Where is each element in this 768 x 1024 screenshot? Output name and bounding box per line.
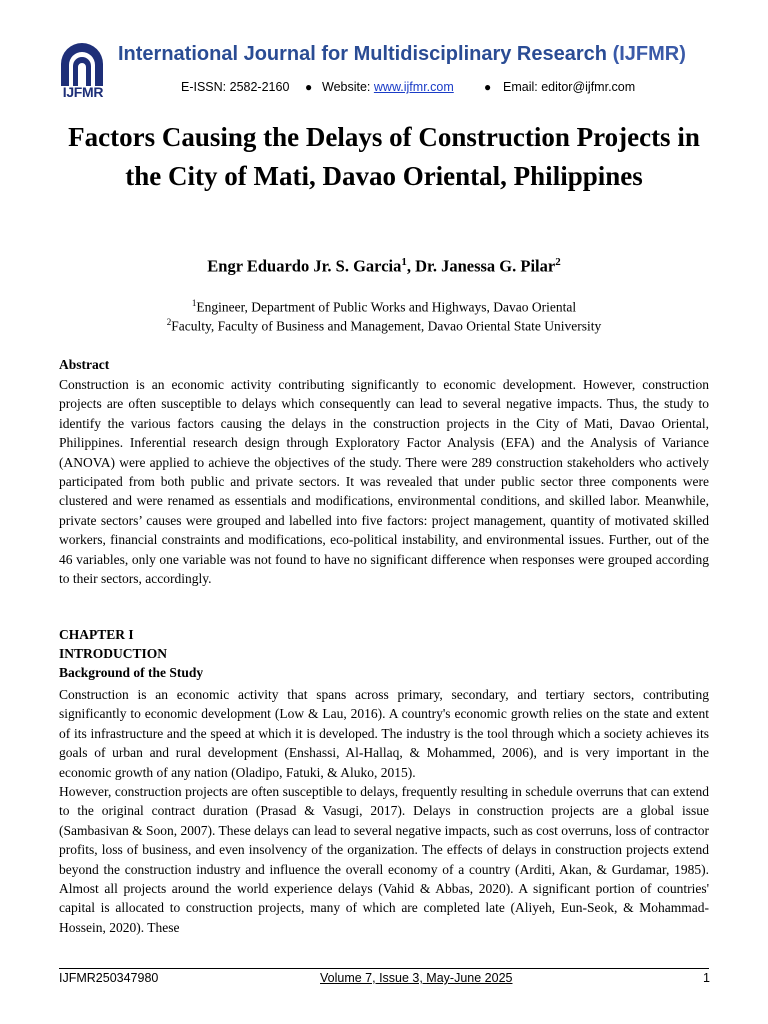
section-subheading: Background of the Study <box>59 665 204 680</box>
abstract-heading: Abstract <box>59 357 110 372</box>
footer-paper-id: IJFMR250347980 <box>59 971 159 985</box>
author-2: Dr. Janessa G. Pilar <box>415 256 556 276</box>
bullet-separator: ● <box>484 80 492 94</box>
footer-divider <box>59 968 709 969</box>
website-label: Website: <box>322 80 371 94</box>
affiliation-1 <box>60 298 708 316</box>
paper-title: Factors Causing the Delays of Construction Projects in the City of Mati, Davao Oriental, Philippines <box>68 122 700 191</box>
journal-abbr: (IJFMR) <box>612 43 686 65</box>
author-1-sup: 1 <box>401 256 407 268</box>
website <box>322 80 454 94</box>
journal-header <box>0 0 768 108</box>
affiliation-2 <box>60 317 708 335</box>
journal-title <box>118 43 686 66</box>
journal-name: International Journal for Multidisciplinary Research <box>118 43 607 65</box>
footer-page-number: 1 <box>703 971 710 985</box>
email: Email: editor@ijfmr.com <box>503 80 636 94</box>
author-1: Engr Eduardo Jr. S. Garcia <box>207 256 402 276</box>
authors <box>60 256 708 277</box>
eissn: E-ISSN: 2582-2160 <box>181 80 290 94</box>
chapter-title: INTRODUCTION <box>59 646 168 661</box>
intro-paragraph-2: However, construction projects are often susceptible to delays, frequently resulting in schedule overruns that can extend to the original contract duration (Prasad & Vasugi, 2017). Delays in construction projects are a global issue (Sambasivan & Soon, 2007). These delays can lead to several negative impacts, such as cost overruns, loss of contractor profits, loss of business, and even insolvency of the organization. The effects of delays in construction projects extend beyond the construction industry and influence the overall economy of a country (Arditi, Akan, & Gurdamar, 1985). Almost all projects around the world experience delays (Vahid & Abbas, 2020). A significant portion of countries' capital is allocated to construction projects, many of which are completed late (Aliyeh, Eun-Seok, & Mohammad-Hossein, 2020). These <box>59 784 709 935</box>
author-separator: , <box>406 256 416 276</box>
affiliation-1-text: Engineer, Department of Public Works and Highways, Davao Oriental <box>196 299 577 315</box>
bullet-separator: ● <box>305 80 313 94</box>
affiliation-1-sup: 1 <box>191 298 197 308</box>
abstract-text <box>59 375 709 588</box>
abstract-paragraph: Construction is an economic activity contributing significantly to economic development. However, construction projects are often susceptible to delays which consequently can lead to several negative impacts. Thus, the study to identify the various factors causing the delays in the construction projects in the City of Mati, Davao Oriental, Philippines. Inferential research design through Exploratory Factor Analysis (EFA) and the Analysis of Variance (ANOVA) were applied to achieve the objectives of the study. There were 289 construction stakeholders who actively participated from both public and private sectors. It was revealed that under public sector three components were clustered and were renamed as essentials and modifications, environmental conditions, and skilled labor. Meanwhile, private sectors’ causes were grouped and labelled into five factors: project management, quantity of motivated skilled workers, financial constraints and modifications, eco-political instability, and environmental issues. Further, out of the 46 variables, only one variable was not found to have no significant difference when responses were grouped according to their sectors, accordingly. <box>59 377 709 587</box>
affiliation-2-sup: 2 <box>166 317 172 327</box>
intro-paragraph-1: Construction is an economic activity that spans across primary, secondary, and tertiary sectors, contributing significantly to economic development (Low & Lau, 2016). A country's economic growth relies on the state and extent of its infrastructure and the speed at which it is developed. The industry is the tool through which a society achieves its goals of urban and rural development (Enshassi, Al-Hallaq, & Mohammed, 2006), and is very important in the economic growth of any nation (Oladipo, Fatuki, & Aluko, 2015). <box>59 687 709 780</box>
intro-text <box>59 685 709 937</box>
affiliation-2-text: Faculty, Faculty of Business and Management, Davao Oriental State University <box>171 318 602 334</box>
chapter-label: CHAPTER I <box>59 627 134 642</box>
website-link[interactable]: www.ijfmr.com <box>373 80 454 94</box>
logo-text: IJFMR <box>62 84 104 100</box>
footer-volume: Volume 7, Issue 3, May-June 2025 <box>320 971 513 985</box>
author-2-sup: 2 <box>555 256 561 268</box>
